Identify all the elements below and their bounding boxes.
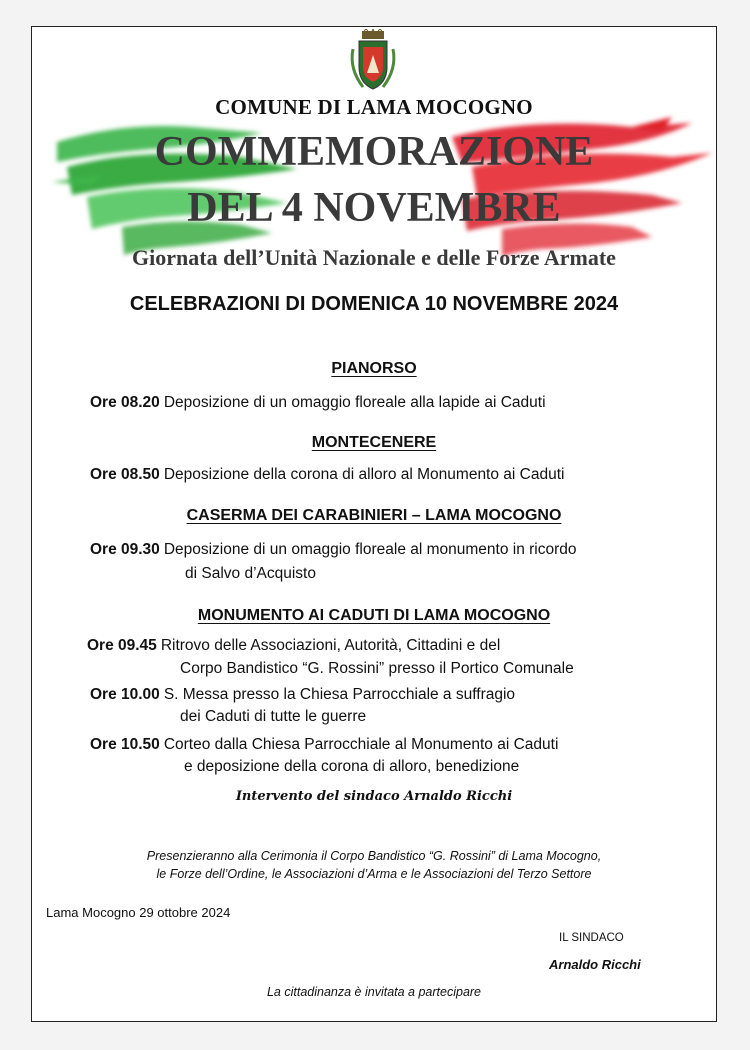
event-description: Deposizione della corona di alloro al Monumento ai Caduti — [163, 466, 565, 483]
place-date: Lama Mocogno 29 ottobre 2024 — [46, 905, 231, 920]
mayor-speech-note: Intervento del sindaco Arnaldo Ricchi — [235, 789, 513, 804]
comune-heading: COMUNE DI LAMA MOCOGNO — [215, 95, 533, 119]
title-line-1: COMMEMORAZIONE — [154, 129, 594, 175]
event-description: Corteo dalla Chiesa Parrocchiale al Monumento ai Caduti — [163, 736, 559, 753]
celebrations-date: CELEBRAZIONI DI DOMENICA 10 NOVEMBRE 2024 — [129, 293, 619, 315]
municipal-coat-of-arms-icon — [345, 29, 401, 93]
invitation-note: La cittadinanza è invitata a partecipare — [266, 985, 482, 999]
event-row — [90, 391, 546, 415]
event-time: Ore 08.50 — [90, 466, 160, 483]
event-description-continued: dei Caduti di tutte le guerre — [180, 708, 367, 725]
section-title-montecenere: MONTECENERE — [311, 434, 437, 451]
event-time: Ore 08.20 — [90, 394, 160, 411]
event-description: Deposizione di un omaggio floreale alla lapide ai Caduti — [163, 394, 546, 411]
event-time: Ore 10.00 — [90, 686, 160, 703]
event-description-continued: di Salvo d’Acquisto — [185, 565, 316, 582]
event-row — [90, 683, 515, 707]
event-time: Ore 09.30 — [90, 541, 160, 558]
mayor-label: IL SINDACO — [559, 932, 624, 944]
section-title-caserma: CASERMA DEI CARABINIERI – LAMA MOCOGNO — [186, 507, 562, 524]
event-description: S. Messa presso la Chiesa Parrocchiale a suffragio — [163, 686, 516, 703]
event-description: Deposizione di un omaggio floreale al monumento in ricordo — [163, 541, 577, 558]
attendance-line-2: le Forze dell’Ordine, le Associazioni d’Arma e le Associazioni del Terzo Settore — [156, 867, 592, 881]
title-line-2: DEL 4 NOVEMBRE — [187, 185, 561, 231]
event-row — [87, 634, 500, 658]
event-time: Ore 09.45 — [87, 637, 157, 654]
attendance-note — [32, 847, 716, 883]
event-time: Ore 10.50 — [90, 736, 160, 753]
event-row — [90, 538, 577, 562]
section-title-pianorso: PIANORSO — [331, 360, 417, 377]
event-description-continued: Corpo Bandistico “G. Rossini” presso il Portico Comunale — [180, 660, 574, 677]
subtitle: Giornata dell’Unità Nazionale e delle Forze Armate — [132, 245, 616, 270]
event-row — [90, 463, 564, 487]
poster-page — [31, 26, 717, 1022]
attendance-line-1: Presenzieranno alla Cerimonia il Corpo Bandistico “G. Rossini” di Lama Mocogno, — [146, 849, 602, 863]
event-description-continued: e deposizione della corona di alloro, benedizione — [184, 758, 520, 775]
event-row — [90, 733, 558, 757]
section-title-monumento: MONUMENTO AI CADUTI DI LAMA MOCOGNO — [197, 607, 551, 624]
event-description: Ritrovo delle Associazioni, Autorità, Cittadini e del — [160, 637, 501, 654]
mayor-signature: Arnaldo Ricchi — [549, 957, 641, 972]
